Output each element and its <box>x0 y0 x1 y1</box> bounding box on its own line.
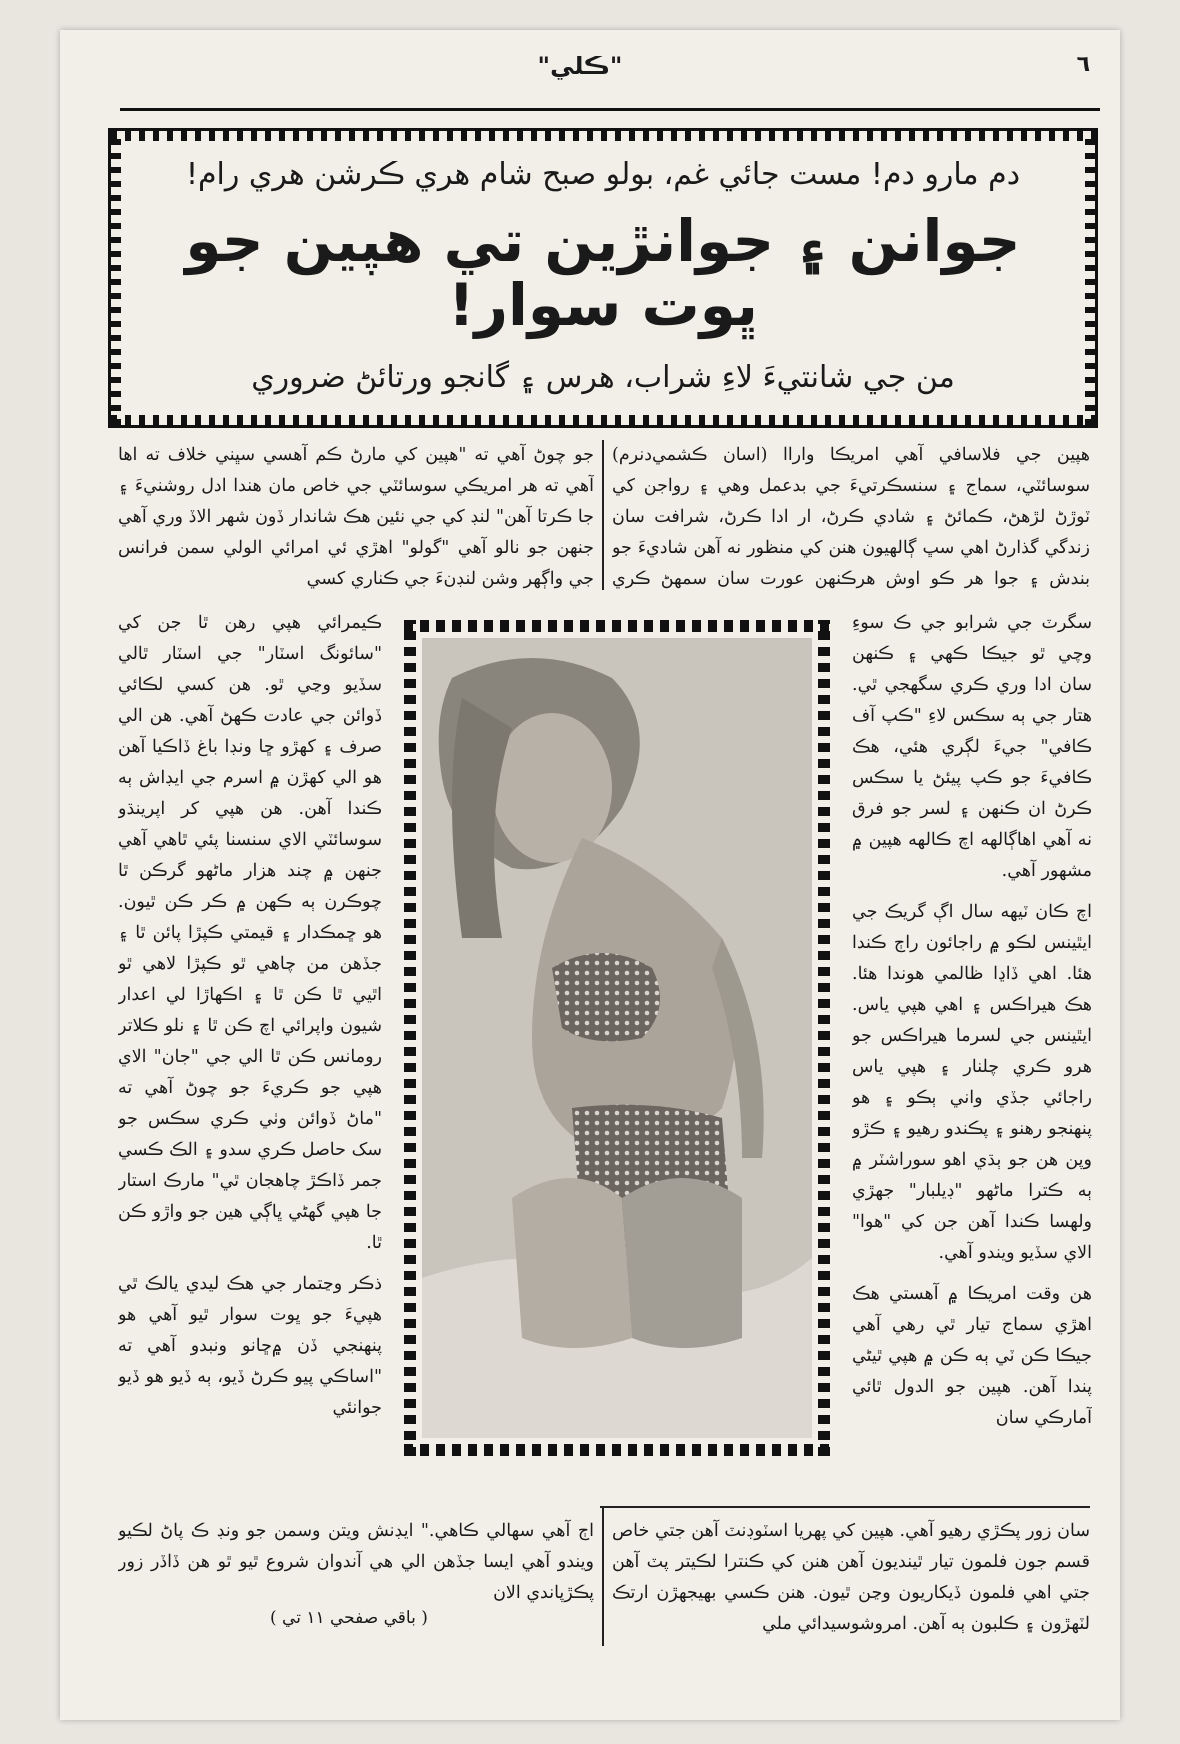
bottom-left-column <box>118 1516 594 1604</box>
bottom-rule <box>600 1506 1090 1508</box>
headline-box <box>108 128 1098 428</box>
running-head <box>60 52 1100 92</box>
photo-illustration <box>422 638 812 1438</box>
paragraph: ذڪر وڃتمار جي هڪ ليدي يالڪ ٿي هپيءَ جو ڀوت سوار ٿيو آهي هو پنهنجي ڏن ۾ڇانو ونبدو آهي ته "اساڪي پيو ڪرڻ ڏيو، ٻه ڏيو هو ڏيو جوانئي <box>118 1274 382 1418</box>
header-rule <box>120 108 1100 111</box>
paragraph: هپين جي فلاسافي آهي امريڪا واراا (اسان ڪشمي‌دنرم) سوسائٽي، سماج ۽ سنسڪرتيءَ جي بدعمل وهي ۽ رواجن کي ٽوڙڻ لڙهڻ، ڪمائڻ ۽ شادي ڪرڻ، ار ادا ڪرڻ، شرافت سان زندگي گذارڻ اهي سڀ ڳالهيون هنن کي منظور نه آهن شاديءَ جو بندش ۽ جوا هر ڪو اوش هرڪنهن عورت سان سمهڻ ڪري <box>612 445 1090 589</box>
continued-on-page-note: ( باقي صفحي ١١ تي ) <box>270 1608 428 1628</box>
paragraph: ڪيمرائي هپي رهن ٿا جن کي "سائونگ اسٽار" جي اسٽار ٿالي سڏيو وڃي ٿو. هن کسي لڪائي ڏوائن جي عادت ڪهڻ آهي. هن الي صرف ۽ کهڙو ڇا ونڊا باغ ڏاڪيا آهن هو الي کهڙن ۾ اسرم جي ايڊاش ٻه ڪندا آهن. هن هپي کر اپرينڌو سوسائٽي الاي سنسنا پئي ٿاهي آهي جنهن ۾ چند هزار ماڻهو گرڪن ٿا چوڪرن ٻه ڪهن ۾ ڪر ڪن ٿيون. هو ڇمڪدار ۽ قيمتي ڪپڙا پائن ٿا ۽ جڏهن من چاهي ٿو ڪپڙا لاهي ٿو اٿيي ٿا ڪن ٿا ۽ اڪهاڙا لي اعدار شيون واپرائي اچ ڪن ٿا ۽ نلو ڪلاتر رومانس ڪن ٿا الي جي "جان" الاي هپي جو ڪريءَ جو چوڻ آهي ته "ماڻ ڏوائن وٺي ڪري سڪس جو سک حاصل ڪري سدو ۽ الڪ ڪسي جمر ڏاڪڙ چاهجان ٿي" مارڪ استار جا هپي گهڻي ڀاڳي هين جو واڙو ڪن ٿا. <box>118 613 382 1253</box>
middle-left-column <box>118 608 382 1498</box>
photo-woman-in-polka-dot-bikini <box>422 638 812 1438</box>
bottom-right-column <box>612 1516 1090 1646</box>
headline-deck: من جي شانتيءَ لاءِ شراب، هرس ۽ گانجو ورتائڻ ضروري <box>251 359 955 395</box>
column-divider <box>602 440 604 590</box>
paragraph: هن وقت امريڪا ۾ آهستي هڪ اهڙي سماج تيار ٿي رهي آهي جيڪا ڪن ٽي ٻه ڪن ۾ هپي ٿيڻي پندا آهن. هپين جو الدول ٿائي آمارڪي سان <box>852 1284 1092 1428</box>
headline-title: جوانن ۽ جوانڙين تي هپين جو ڀوت سوار! <box>185 207 1021 339</box>
column-divider <box>602 1506 604 1646</box>
masthead: "ڪلي" <box>537 52 623 80</box>
top-left-column <box>118 440 594 590</box>
paragraph: سگرٽ جي شرابو جي ڪ سوءِ وچي ٿو جيڪا ڪهي ۽ ڪنهن سان ادا وري ڪري سگهجي ٿي. هتار جي ٻه سڪس لاءِ "ڪپ آف ڪافي" جيءَ لڳري هئي، هڪ ڪافيءَ جو ڪپ پيئڻ يا سڪس ڪرڻ ان ڪنهن ۽ لسر جو فرق نه آهي اهاڳالهه اچ ڪالهه هپين ۾ مشهور آهي. <box>852 613 1092 881</box>
middle-right-column <box>852 608 1092 1498</box>
photo-frame <box>392 608 842 1468</box>
paragraph: اڄ آهي سهالي ڪاهي." ايڊنش ويتن وسمن جو ونڊ ڪ پاڻ لڪيو ويندو آهي ايسا جڏهن الي هي آندوان شروع ٿيو ٿو هن ڏاڏر زور پڪڙپاندي الان <box>118 1521 594 1603</box>
paragraph: سان زور پڪڙي رهيو آهي. هپين کي پهريا اسٽوڊنٽ آهن جتي خاص قسم جون فلمون تيار ٿينديون آهن هنن کي ڪنترا لڪيتر پٽ آهن جتي اهي فلمون ڏيکاريون وڃن ٿيون. هنن ڪسي بهيجهڙن ارتڪ لٽهڙون ۽ ڪلبون ٻه آهن. امروشوسيدائي ملي <box>612 1521 1090 1634</box>
paragraph: اچ ڪان ٽيهه سال اڳ گريڪ جي ايٿينس لڪو ۾ راجائون راڄ ڪندا هئا. اهي ڏاڍا ظالمي هوندا هئا. هڪ هيراڪس ۽ اهي هپي ياس. ايٿينس جي لسرما هيراڪس جو هرو ڪري چلنار ۽ هپي ياس راجائي جڏي واني ٻڪو ۽ هو پنهنجو رهنو ۽ پڪندو رهيو ۽ ڪڙو وپن هن جو ٻڌي اهو سوراشٽر ۾ ٻه ڪترا ماڻهو "ڊيلبار" جهڙي ولهسا ڪندا آهن جن کي "هوا" الاي سڏيو ويندو آهي. <box>852 902 1092 1263</box>
headline-kicker: دم مارو دم! مست جائي غم، بولو صبح شام هري ڪرشن هري رام! <box>185 157 1021 192</box>
top-right-column <box>612 440 1090 590</box>
page-number: ٦ <box>1076 52 1090 77</box>
paragraph: جو چوڻ آهي ته "هپين کي مارڻ ڪم آهسي سڀني خلاف ته اها آهي ته هر امريڪي سوسائٽي جي خاص مان هندا ادل روشنيءَ ۽ جا ڪرتا آهن" لنڊ کي جي نئين هڪ شاندار ڏون شهر الاڏ وري آهي جنهن جو نالو آهي "گولو" اهڙي ئي امرائي الولي سمن فرانس جي واڳهر وشن لنڊنءَ جي ڪناري کسي <box>118 445 594 589</box>
